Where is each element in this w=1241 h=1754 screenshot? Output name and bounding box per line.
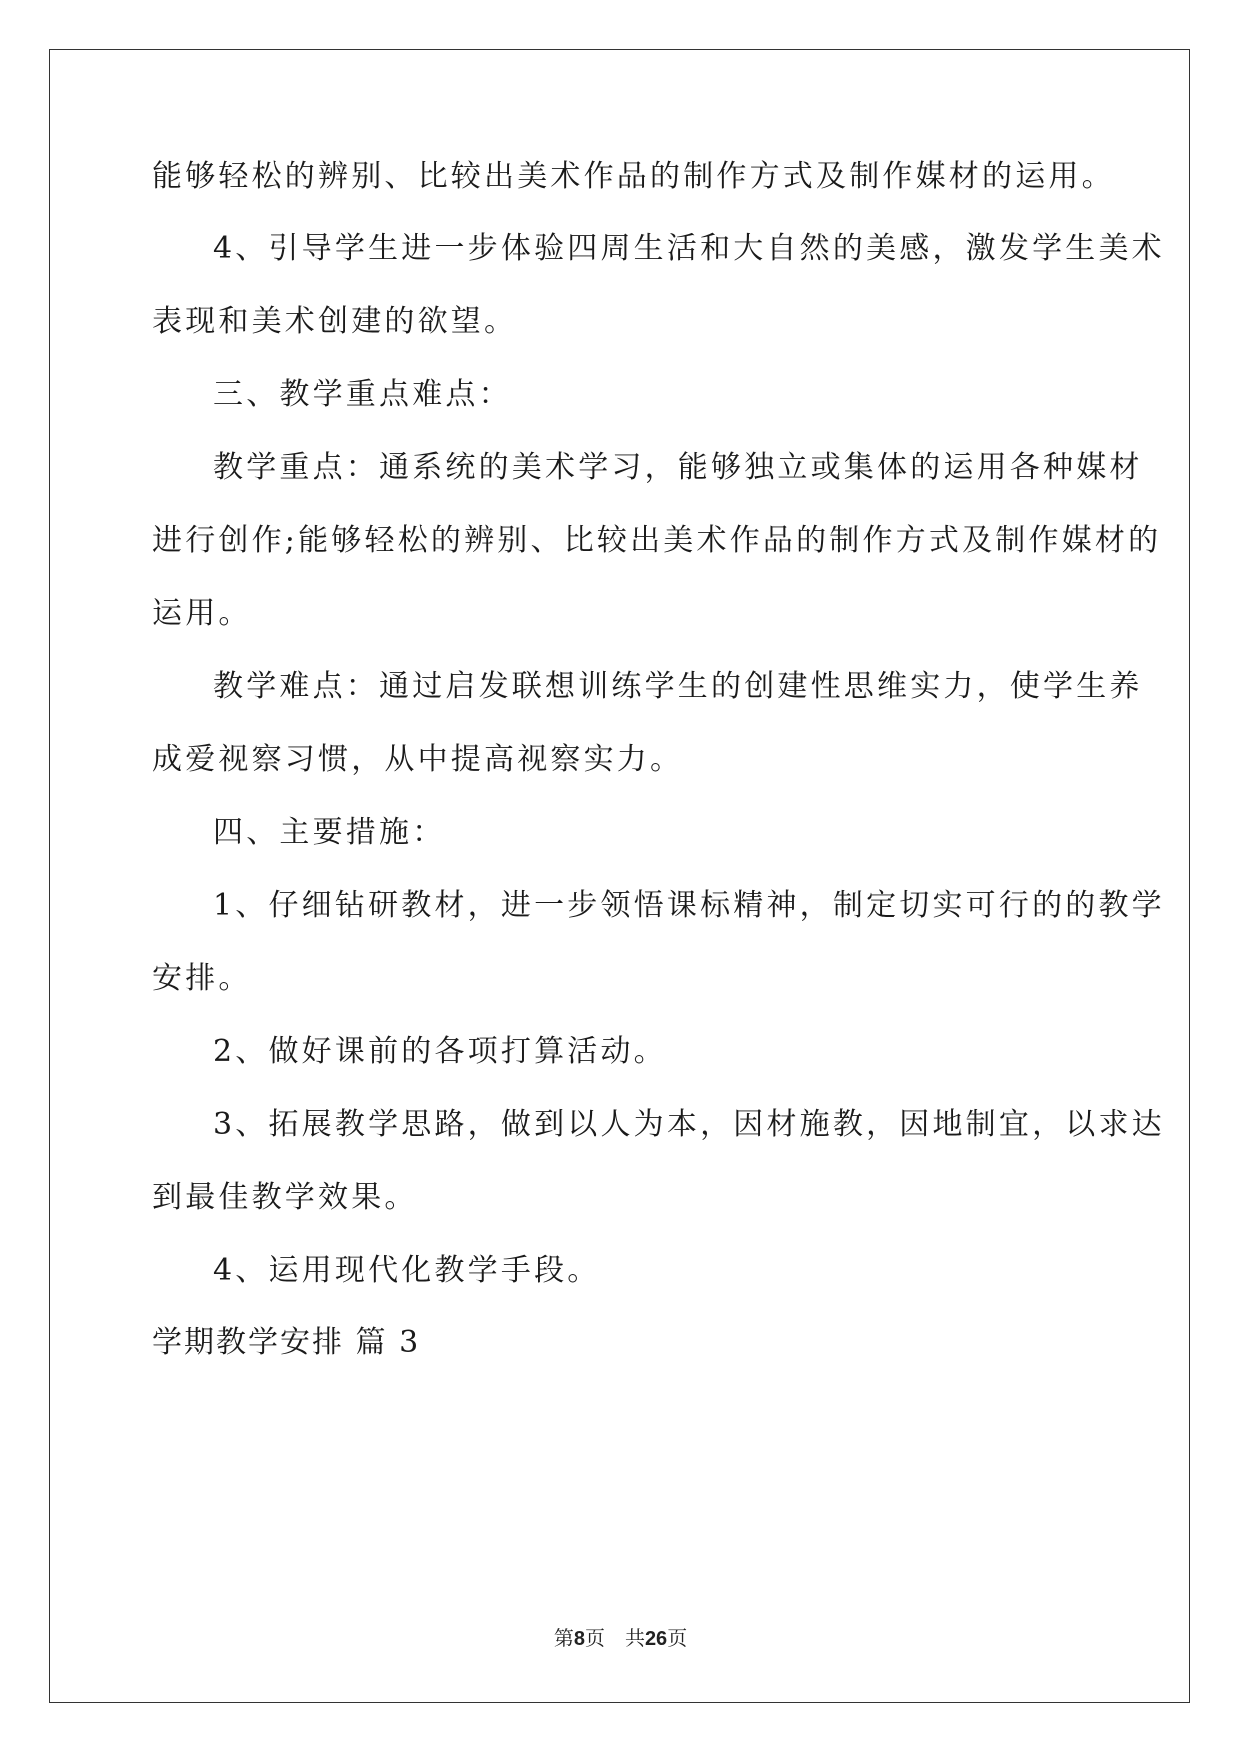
- text-line-1: 能够轻松的辨别、比较出美术作品的制作方式及制作媒材的运用。: [152, 159, 1115, 194]
- section-heading-3: 三、教学重点难点：: [213, 377, 512, 412]
- footer-page-suffix: 页: [584, 1626, 605, 1650]
- text-line-2: 4、引导学生进一步体验四周生活和大自然的美感，激发学生美术: [213, 231, 1165, 266]
- text-line-13: 2、做好课前的各项打算活动。: [213, 1034, 667, 1069]
- text-line-9: 成爱视察习惯，从中提高视察实力。: [152, 742, 684, 777]
- text-line-15: 到最佳教学效果。: [152, 1180, 418, 1215]
- footer-total-pages: 26: [644, 1628, 668, 1650]
- text-line-16: 4、运用现代化教学手段。: [213, 1253, 601, 1288]
- footer-page-number: 8: [573, 1628, 585, 1650]
- text-line-7: 运用。: [152, 596, 252, 631]
- text-line-6: 进行创作;能够轻松的辨别、比较出美术作品的制作方式及制作媒材的: [152, 523, 1162, 558]
- text-line-5: 教学重点：通系统的美术学习，能够独立或集体的运用各种媒材: [213, 450, 1143, 485]
- text-line-3: 表现和美术创建的欲望。: [152, 304, 518, 339]
- text-line-11: 1、仔细钻研教材，进一步领悟课标精神，制定切实可行的的教学: [213, 888, 1165, 923]
- section-title: 学期教学安排 篇 3: [152, 1325, 421, 1360]
- page-border: [49, 49, 1190, 1703]
- footer-total-prefix: 共: [624, 1626, 645, 1650]
- text-line-12: 安排。: [152, 961, 252, 996]
- page-footer: [0, 1625, 1241, 1652]
- section-heading-4: 四、主要措施：: [213, 815, 446, 850]
- footer-page-prefix: 第: [553, 1626, 574, 1650]
- footer-total-suffix: 页: [667, 1626, 688, 1650]
- text-line-14: 3、拓展教学思路，做到以人为本，因材施教，因地制宜，以求达: [213, 1107, 1165, 1142]
- text-line-8: 教学难点：通过启发联想训练学生的创建性思维实力，使学生养: [213, 669, 1143, 704]
